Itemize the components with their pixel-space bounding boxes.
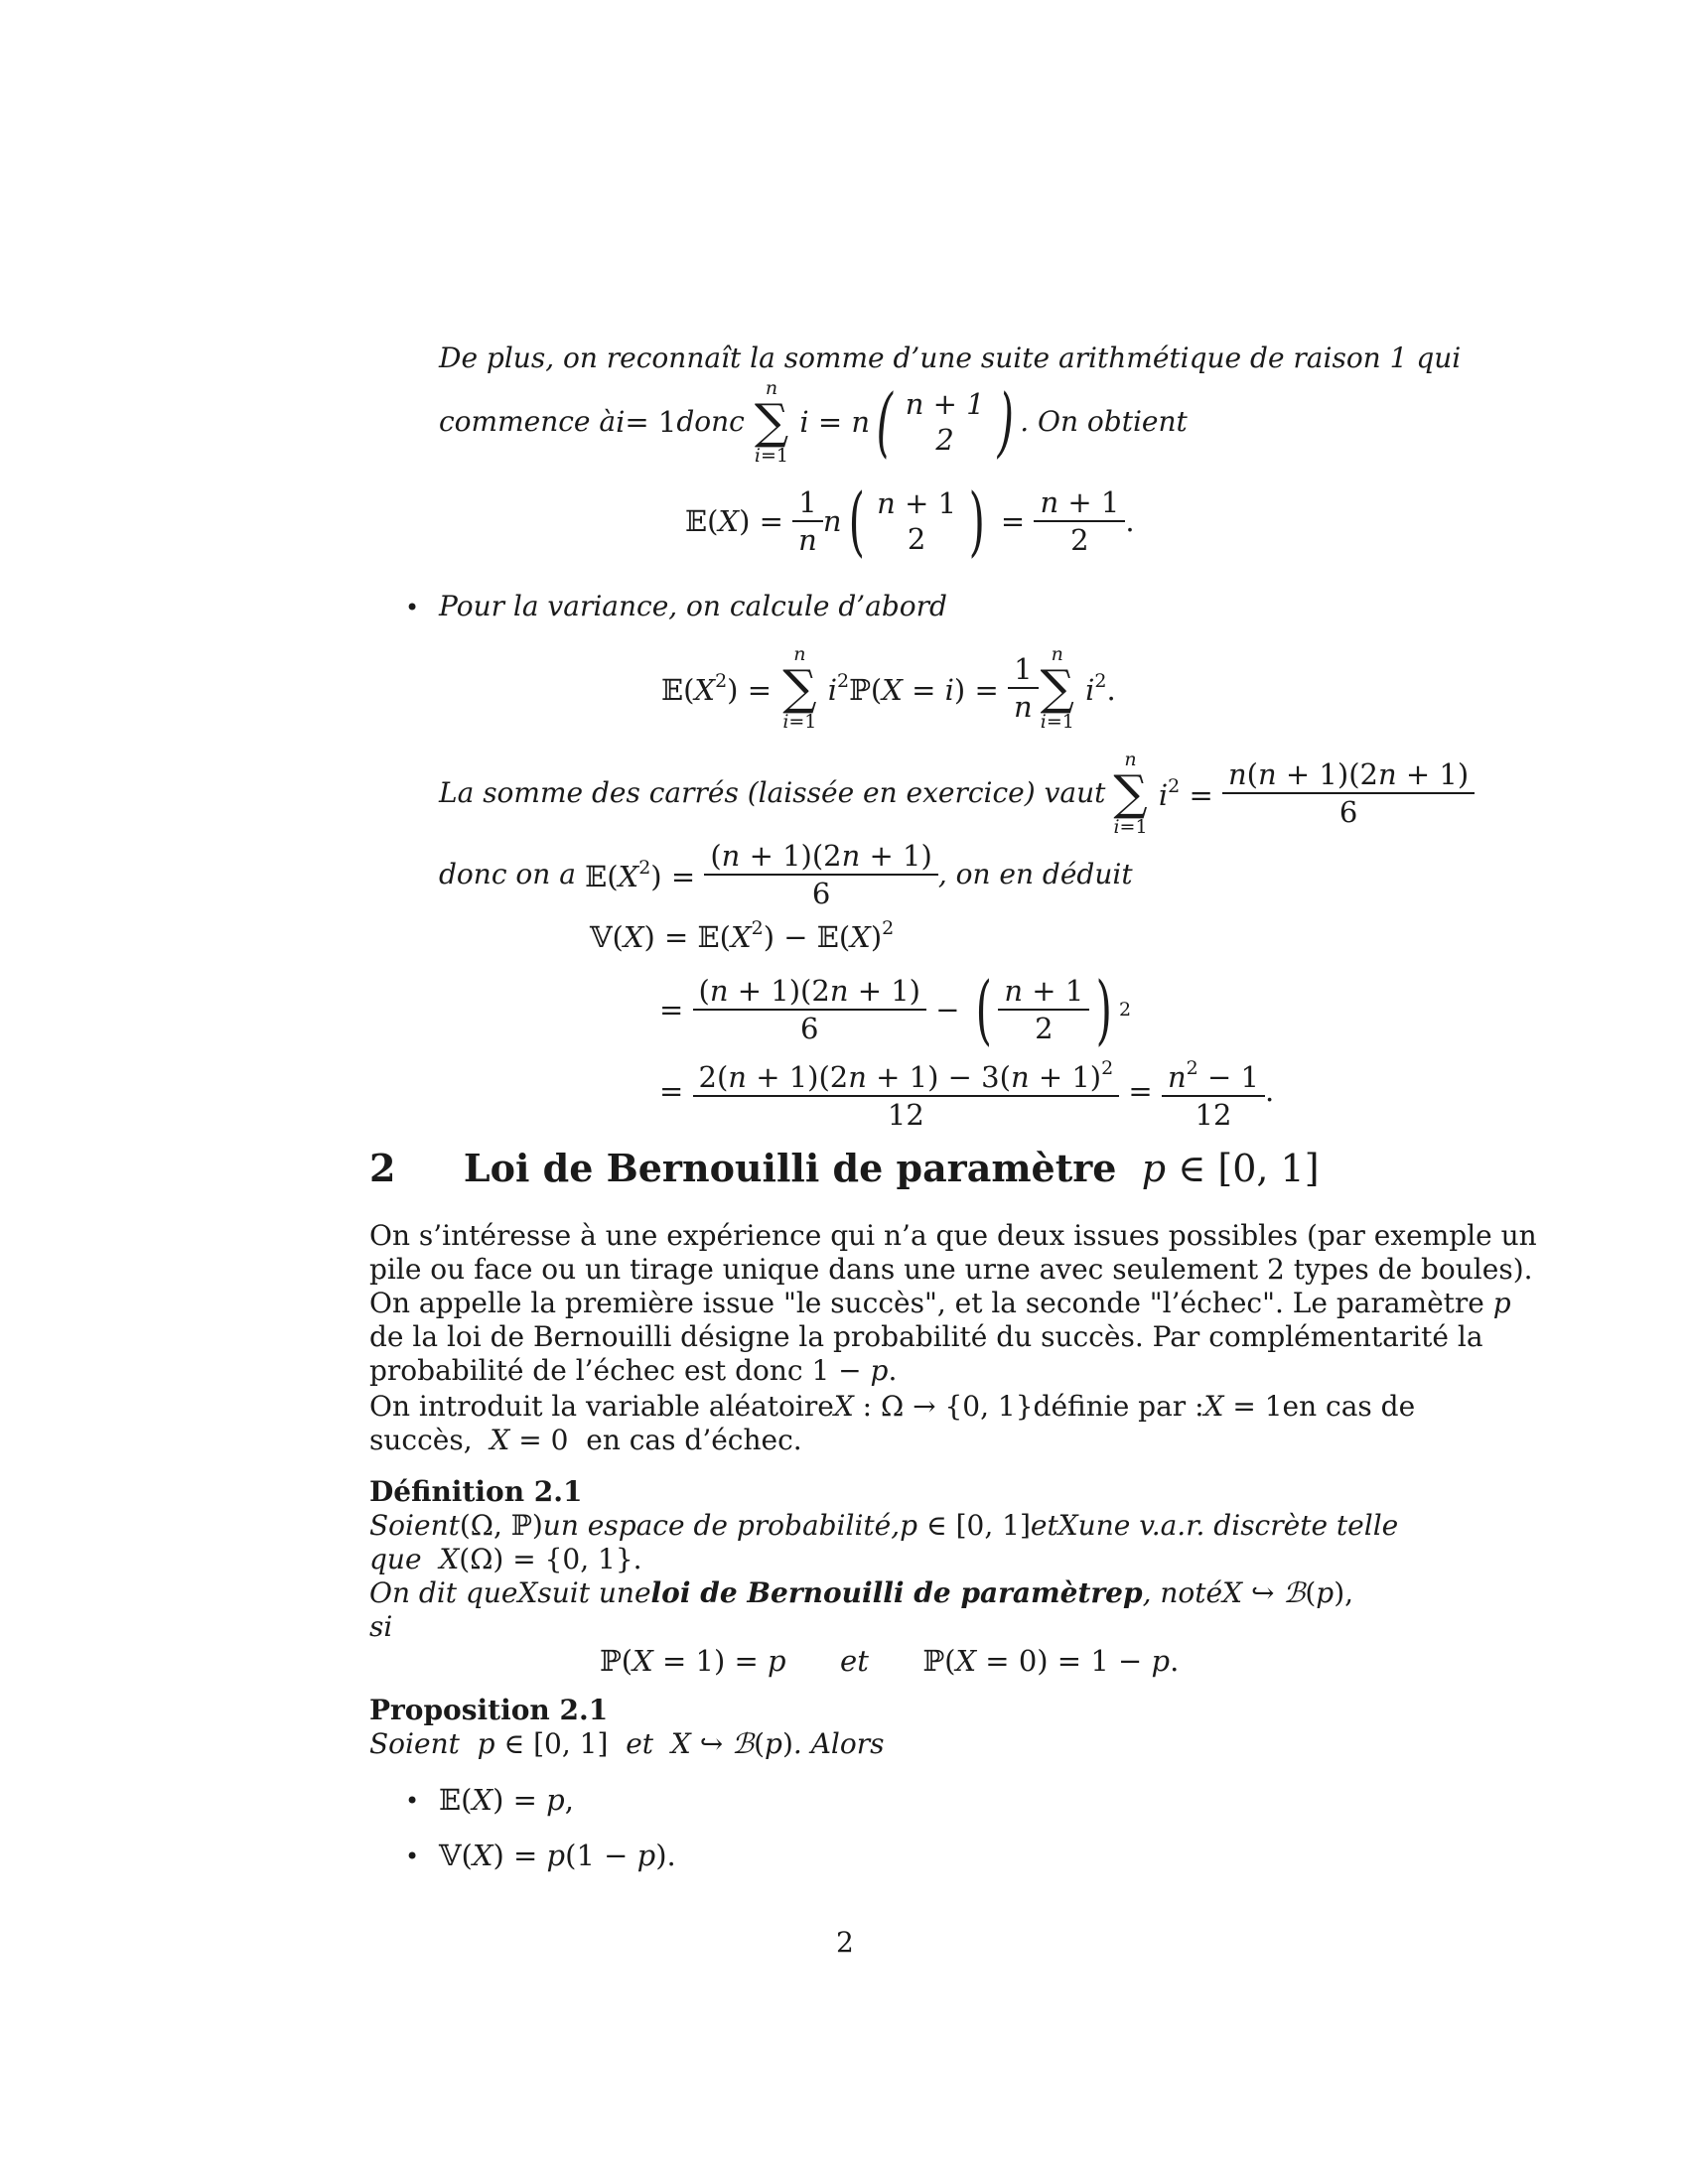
bernoulli-pmf-equation: ℙ(X = 1) = p et ℙ(X = 0) = 1 − p.: [600, 1644, 1180, 1678]
page-number: 2: [836, 1926, 854, 1959]
prop-bullet-1-dot: •: [405, 1787, 420, 1815]
proposition-line-1: Soient p ∈ [0, 1] et X ↪ ℬ(p). Alors: [369, 1727, 885, 1760]
para-line-1: On s’intéresse à une expérience qui n’a que deux issues possibles (par exemple un: [369, 1219, 1537, 1252]
sum-of-squares-line: La somme des carrés (laissée en exercice) vaut n ∑ i=1 $i^2$ = $\frac{n(n + 1)(2n + 1)}{6}$: [439, 747, 1475, 840]
intro-text-on-obtient: . On obtient: [1020, 405, 1188, 438]
bullet-variance-text: Pour la variance, on calcule d’abord: [439, 590, 947, 622]
para-line-2: pile ou face ou un tirage unique dans une urne avec seulement 2 types de boules).: [369, 1253, 1533, 1286]
para-line-7: succès, X = 0 en cas d’échec.: [369, 1424, 802, 1456]
definition-line-3: On dit que X suit une loi de Bernouilli de paramètre p , noté X ↪ ℬ(p),: [369, 1576, 1354, 1609]
def-que: que: [369, 1543, 422, 1575]
intro-text-donc: donc: [676, 405, 745, 438]
expectation-uniform-equation: 𝔼(X) = $\frac{1}{n}$ n ( n + 1 2 ) = $\frac{n + 1}{2}$ .: [685, 477, 1135, 565]
def-var: une v.a.r. discrète telle: [1077, 1509, 1399, 1542]
def-et: et: [1030, 1509, 1058, 1542]
prop-bullet-variance: 𝕍(X) = p(1 − p).: [439, 1839, 676, 1872]
para-line-4: de la loi de Bernouilli désigne la probabilité du succès. Par complémentarité la: [369, 1320, 1483, 1353]
def-suit: suit une: [537, 1576, 651, 1609]
proposition-heading: Proposition 2.1: [369, 1694, 609, 1726]
section-number: 2: [369, 1146, 396, 1190]
bullet-dot: •: [405, 594, 420, 621]
section-heading: 2 Loi de Bernouilli de paramètre p ∈ [0, 1]: [369, 1146, 1320, 1190]
def-note: , noté: [1142, 1576, 1223, 1609]
intro-text-commence: commence à: [439, 405, 617, 438]
definition-line-1: Soient (Ω, ℙ) un espace de probabilité, p ∈ [0, 1] et X une v.a.r. discrète telle: [369, 1509, 1399, 1542]
second-moment-equation: $𝔼(X^2)$ = n ∑ i=1 $i^2ℙ(X = i)$ = $\frac{1}{n}$ n ∑ i=1 $i^2$.: [661, 643, 1116, 733]
donc-on-a-line: donc on a $𝔼(X^2)$ = $\frac{(n + 1)(2n + 1)}{6}$ , on en déduit: [439, 839, 1133, 910]
para-line-6-text-c: en cas de: [1282, 1390, 1416, 1423]
def-on-dit: On dit que: [369, 1576, 518, 1609]
para-line-5: probabilité de l’échec est donc 1 − p.: [369, 1354, 898, 1387]
para-line-7-text-a: succès,: [369, 1424, 473, 1456]
intro-line-1: De plus, on reconnaît la somme d’une suite arithmétique de raison 1 qui: [439, 341, 1462, 374]
squares-sentence-text: La somme des carrés (laissée en exercice) vaut: [439, 776, 1106, 809]
definition-line-4: si: [369, 1610, 393, 1643]
variance-line-2: = $\frac{(n + 1)(2n + 1)}{6}$ − ( $\frac{n + 1}{2}$ ) 2: [659, 965, 1132, 1053]
para-line-3: On appelle la première issue "le succès", et la seconde "l’échec". Le paramètre p: [369, 1287, 1511, 1319]
para-line-6-text-b: définie par :: [1033, 1390, 1204, 1423]
para-line-3-text: On appelle la première issue "le succès", et la seconde "l’échec". Le paramètre: [369, 1287, 1484, 1319]
on-en-deduit-text: , on en déduit: [937, 858, 1133, 890]
prop-bullet-2-dot: •: [405, 1843, 420, 1870]
sum-i-formula: n ∑ i=1: [754, 377, 789, 467]
def-et-middle: et: [840, 1644, 869, 1678]
para-line-6-text-a: On introduit la variable aléatoire: [369, 1390, 834, 1423]
intro-line-2: commence à i = 1 donc n ∑ i=1 i = n ( n + 1 2 ) . On obtient: [439, 377, 1188, 467]
prop-bullet-expectation: 𝔼(X) = p,: [439, 1783, 574, 1817]
variance-line-1: 𝕍(X) = $𝔼(X^2)$ − $𝔼(X)^2$: [590, 917, 895, 954]
def-espace: un espace de probabilité,: [542, 1509, 901, 1542]
def-soient: Soient: [369, 1509, 460, 1542]
prop-soient: Soient: [369, 1727, 460, 1760]
para-line-7-text-b: en cas d’échec.: [586, 1424, 802, 1456]
variance-line-3: = $\frac{2(n + 1)(2n + 1) - 3(n + 1)^2}{12}$ = $\frac{n^2 - 1}{12}$ .: [659, 1056, 1275, 1132]
para-line-5-text: probabilité de l’échec est donc 1 −: [369, 1354, 862, 1387]
section-title: Loi de Bernouilli de paramètre: [463, 1146, 1117, 1190]
para-line-6: On introduit la variable aléatoire X : Ω → {0, 1} définie par : X = 1 en cas de: [369, 1390, 1416, 1423]
def-bernoulli-bold: loi de Bernouilli de paramètre: [650, 1576, 1123, 1609]
intro-var-i: i: [616, 405, 626, 439]
prop-alors: . Alors: [792, 1727, 885, 1760]
definition-line-2: que X(Ω) = {0, 1}.: [369, 1543, 642, 1575]
intro-eq-1: = 1: [625, 405, 677, 439]
prop-et: et: [626, 1727, 654, 1760]
definition-heading: Définition 2.1: [369, 1475, 583, 1508]
donc-on-a-text: donc on a: [439, 858, 576, 890]
